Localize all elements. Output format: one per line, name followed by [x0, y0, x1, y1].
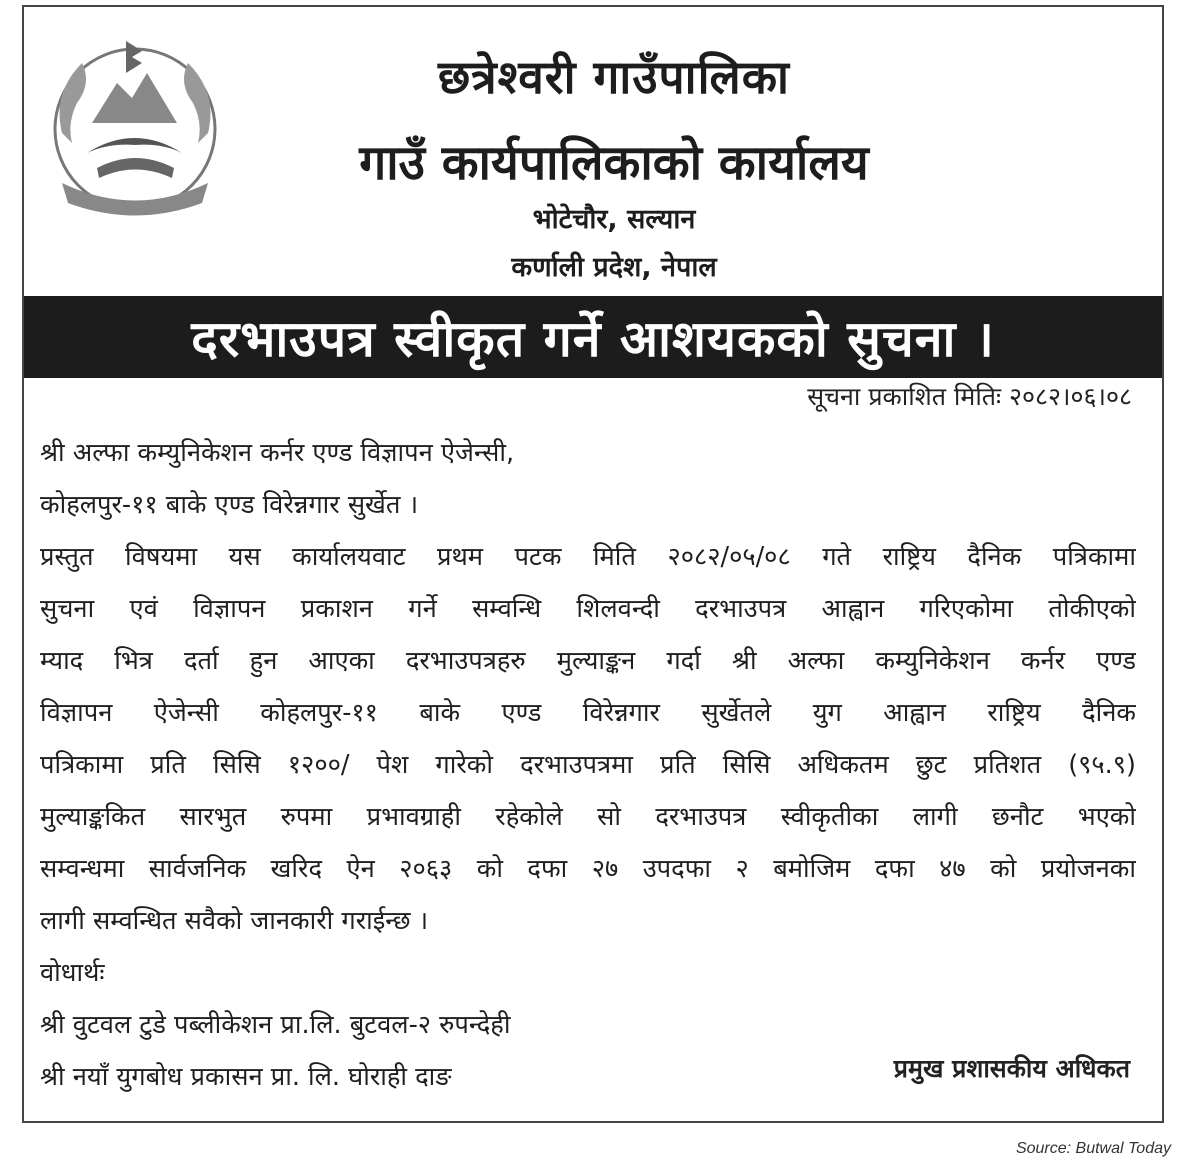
- body-line: म्याद भित्र दर्ता हुन आएका दरभाउपत्रहरु मुल्याङ्कन गर्दा श्री अल्फा कम्युनिकेशन कर्नर एण्ड: [40, 646, 1136, 676]
- addressee-line: कोहलपुर-११ बाके एण्ड विरेन्नगार सुर्खेत ।: [40, 490, 419, 520]
- published-date: सूचना प्रकाशित मितिः २०८२।०६।०८: [807, 382, 1132, 411]
- notice-title: दरभाउपत्र स्वीकृत गर्ने आशयकको सुचना ।: [191, 310, 995, 368]
- body-line: सम्वन्धमा सार्वजनिक खरिद ऐन २०६३ को दफा २७ उपदफा २ बमोजिम दफा ४७ को प्रयोजनका: [40, 854, 1136, 884]
- body-line: मुल्याङ्ककित सारभुत रुपमा प्रभावग्राही रहेकोले सो दरभाउपत्र स्वीकृतीका लागी छनौट भएको: [40, 802, 1136, 832]
- body-line: विज्ञापन ऐजेन्सी कोहलपुर-११ बाके एण्ड विरेन्नगार सुर्खेतले युग आह्वान राष्ट्रिय दैनिक: [40, 698, 1136, 728]
- notice-body: [40, 427, 1136, 1103]
- body-line: पत्रिकामा प्रति सिसि १२००/ पेश गारेको दरभाउपत्रमा प्रति सिसि अधिकतम छुट प्रतिशत (९५.९): [40, 750, 1136, 780]
- municipality-name: छत्रेश्वरी गाउँपालिका: [438, 50, 790, 104]
- bodharth-label: वोधार्थः: [40, 958, 105, 988]
- notice-title-banner: [24, 296, 1162, 378]
- notice-frame: [22, 5, 1164, 1123]
- source-credit: Source: Butwal Today: [1015, 1140, 1171, 1157]
- nepal-government-emblem-icon: [42, 33, 228, 221]
- body-line: लागी सम्वन्धित सवैको जानकारी गराईन्छ ।: [40, 906, 429, 936]
- office-name: गाउँ कार्यपालिकाको कार्यालय: [359, 135, 869, 191]
- body-line: प्रस्तुत विषयमा यस कार्यालयवाट प्रथम पटक मिति २०८२/०५/०८ गते राष्ट्रिय दैनिक पत्रिकामा: [40, 542, 1136, 572]
- addressee-line: श्री अल्फा कम्युनिकेशन कर्नर एण्ड विज्ञापन ऐजेन्सी,: [40, 438, 515, 468]
- signatory: प्रमुख प्रशासकीय अधिकत: [893, 1054, 1130, 1083]
- office-province: कर्णाली प्रदेश, नेपाल: [511, 252, 717, 283]
- body-line: सुचना एवं विज्ञापन प्रकाशन गर्ने सम्वन्धि शिलवन्दी दरभाउपत्र आह्वान गरिएकोमा तोकीएको: [40, 594, 1136, 624]
- recipient-line: श्री वुटवल टुडे पब्लीकेशन प्रा.लि. बुटवल-२ रुपन्देही: [40, 1010, 511, 1040]
- office-address: भोटेचौर, सल्यान: [532, 204, 696, 235]
- recipient-line: श्री नयाँ युगबोध प्रकासन प्रा. लि. घोराही दाङ: [40, 1062, 452, 1092]
